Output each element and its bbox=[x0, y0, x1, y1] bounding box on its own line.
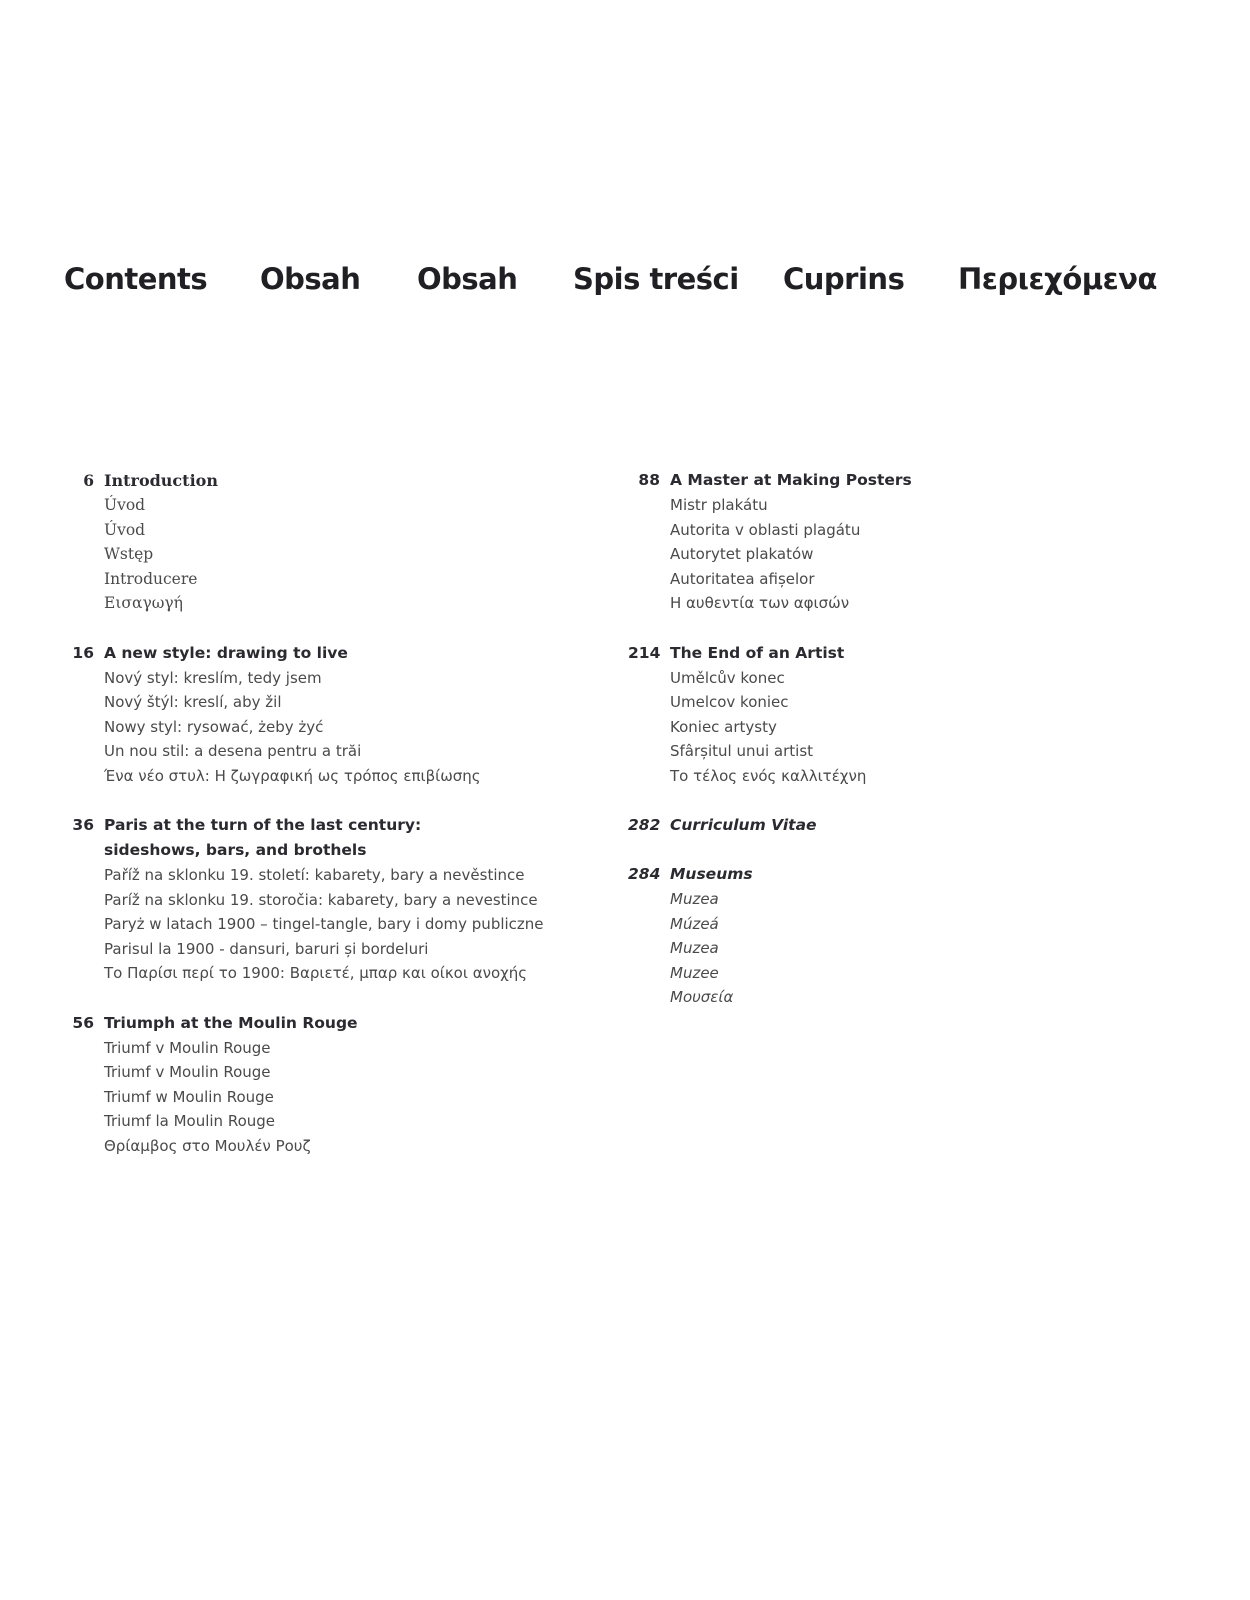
translation-polish: Triumf w Moulin Rouge bbox=[104, 1087, 274, 1106]
translation-slovak: Úvod bbox=[104, 520, 146, 539]
translation-czech: Paříž na sklonku 19. století: kabarety, bary a nevěstince bbox=[104, 866, 525, 884]
page-number: 88 bbox=[638, 471, 660, 489]
translation-greek: Μουσεία bbox=[670, 988, 734, 1006]
translation-greek: Θρίαμβος στο Μουλέν Ρουζ bbox=[104, 1136, 311, 1155]
translation-romanian: Autoritatea afișelor bbox=[670, 569, 815, 588]
translation-greek: Ένα νέο στυλ: Η ζωγραφική ως τρόπος επιβίωσης bbox=[104, 766, 481, 785]
toc-entry-museums[interactable] bbox=[628, 862, 988, 1010]
page-number: 6 bbox=[83, 471, 94, 490]
translation-romanian: Triumf la Moulin Rouge bbox=[104, 1112, 276, 1130]
heading-polish: Spis treści bbox=[573, 262, 739, 296]
translation-greek: Η αυθεντία των αφισών bbox=[670, 594, 850, 612]
entry-title[interactable]: Triumph at the Moulin Rouge bbox=[104, 1013, 358, 1032]
contents-headings bbox=[64, 262, 1194, 302]
entry-title[interactable]: A new style: drawing to live bbox=[104, 643, 348, 662]
translation-slovak: Nový štýl: kreslí, aby žil bbox=[104, 693, 282, 711]
translation-romanian: Sfârșitul unui artist bbox=[670, 742, 814, 760]
translation-greek: Εισαγωγή bbox=[104, 594, 183, 612]
translation-slovak: Autorita v oblasti plagátu bbox=[670, 520, 861, 539]
toc-entry-moulin-rouge[interactable] bbox=[64, 1011, 604, 1159]
translation-greek: Το τέλος ενός καλλιτέχνη bbox=[670, 766, 867, 785]
toc-right-column bbox=[628, 468, 988, 1035]
toc-entry-master-posters[interactable] bbox=[628, 468, 988, 616]
translation-slovak: Múzeá bbox=[670, 914, 719, 933]
translation-romanian: Introducere bbox=[104, 569, 198, 588]
translation-slovak: Umelcov koniec bbox=[670, 693, 789, 711]
translation-polish: Nowy styl: rysować, żeby żyć bbox=[104, 717, 324, 736]
translation-czech: Muzea bbox=[670, 890, 719, 908]
entry-title[interactable]: A Master at Making Posters bbox=[670, 471, 912, 489]
translation-czech: Triumf v Moulin Rouge bbox=[104, 1038, 271, 1057]
toc-entry-new-style[interactable] bbox=[64, 641, 604, 789]
heading-greek: Περιεχόμενα bbox=[958, 262, 1157, 296]
translation-romanian: Parisul la 1900 - dansuri, baruri și bordeluri bbox=[104, 939, 429, 958]
translation-czech: Úvod bbox=[104, 496, 146, 514]
toc-entry-curriculum-vitae[interactable] bbox=[628, 813, 988, 838]
entry-title[interactable]: Introduction bbox=[104, 471, 218, 490]
page-number: 16 bbox=[72, 643, 94, 662]
entry-title[interactable]: The End of an Artist bbox=[670, 643, 845, 662]
translation-slovak: Triumf v Moulin Rouge bbox=[104, 1063, 271, 1081]
entry-title[interactable]: Curriculum Vitae bbox=[670, 816, 817, 834]
heading-english: Contents bbox=[64, 262, 208, 296]
toc-entry-paris[interactable] bbox=[64, 813, 604, 986]
entry-title-line-1[interactable]: Paris at the turn of the last century: bbox=[104, 816, 422, 834]
translation-romanian: Muzee bbox=[670, 963, 719, 982]
page-number: 282 bbox=[628, 816, 661, 834]
page-number: 36 bbox=[72, 816, 94, 834]
translation-czech: Umělcův konec bbox=[670, 668, 785, 687]
translation-polish: Autorytet plakatów bbox=[670, 545, 814, 563]
translation-slovak: Paríž na sklonku 19. storočia: kabarety, bary a nevestince bbox=[104, 890, 538, 909]
translation-czech: Mistr plakátu bbox=[670, 496, 768, 514]
page-number: 214 bbox=[628, 643, 661, 662]
toc-left-column bbox=[64, 468, 604, 1183]
page-number: 56 bbox=[72, 1013, 94, 1032]
heading-romanian: Cuprins bbox=[783, 262, 905, 296]
toc-entry-introduction[interactable] bbox=[64, 468, 604, 616]
entry-title-line-2[interactable]: sideshows, bars, and brothels bbox=[104, 841, 367, 859]
translation-greek: Το Παρίσι περί το 1900: Βαριετέ, μπαρ και οίκοι ανοχής bbox=[104, 964, 528, 982]
translation-romanian: Un nou stil: a desena pentru a trăi bbox=[104, 742, 362, 760]
translation-czech: Nový styl: kreslím, tedy jsem bbox=[104, 668, 322, 687]
translation-polish: Wstęp bbox=[104, 545, 154, 563]
translation-polish: Muzea bbox=[670, 939, 719, 957]
heading-czech: Obsah bbox=[260, 262, 361, 296]
entry-title[interactable]: Museums bbox=[670, 865, 753, 883]
page-number: 284 bbox=[628, 865, 661, 883]
translation-polish: Koniec artysty bbox=[670, 717, 777, 736]
heading-slovak: Obsah bbox=[417, 262, 518, 296]
toc-entry-end-of-artist[interactable] bbox=[628, 641, 988, 789]
translation-polish: Paryż w latach 1900 – tingel-tangle, bary i domy publiczne bbox=[104, 915, 544, 933]
